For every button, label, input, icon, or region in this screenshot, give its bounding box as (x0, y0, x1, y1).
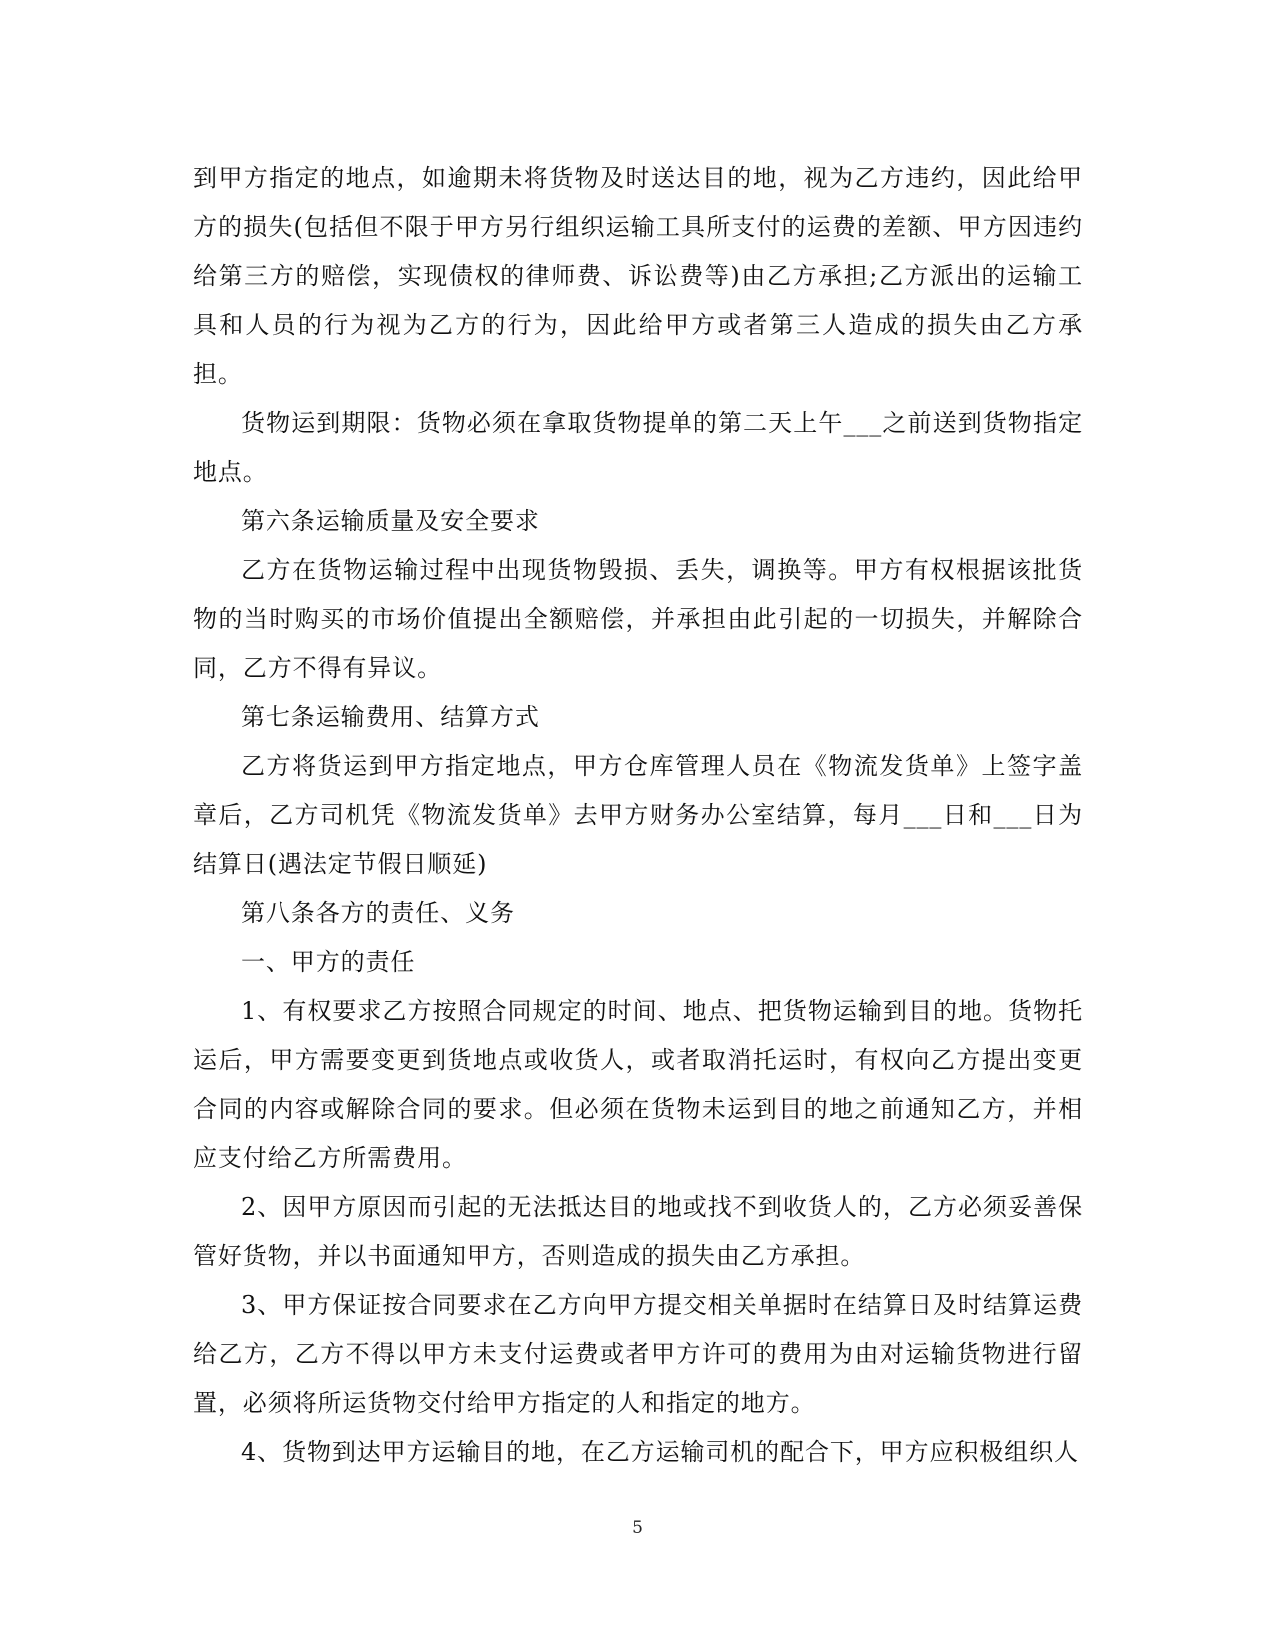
paragraph-2: 货物运到期限：货物必须在拿取货物提单的第二天上午___之前送到货物指定地点。 (193, 409, 1083, 486)
section-heading-6: 第六条运输质量及安全要求 (241, 507, 540, 535)
section-heading-7: 第七条运输费用、结算方式 (241, 703, 540, 731)
clause-1: 1、有权要求乙方按照合同规定的时间、地点、把货物运输到目的地。货物托运后，甲方需要变更到货地点或收货人，或者取消托运时，有权向乙方提出变更合同的内容或解除合同的要求。但必须在货物未运到目的地之前通知乙方，并相应支付给乙方所需费用。 (193, 997, 1083, 1172)
section-heading-8: 第八条各方的责任、义务 (241, 899, 515, 927)
paragraph-6: 乙方将货运到甲方指定地点，甲方仓库管理人员在《物流发货单》上签字盖章后，乙方司机凭《物流发货单》去甲方财务办公室结算，每月___日和___日为结算日(遇法定节假日顺延) (193, 752, 1083, 878)
clause-3: 3、甲方保证按合同要求在乙方向甲方提交相关单据时在结算日及时结算运费给乙方，乙方不得以甲方未支付运费或者甲方许可的费用为由对运输货物进行留置，必须将所运货物交付给甲方指定的人和指定的地方。 (193, 1291, 1083, 1417)
document-body (193, 154, 1083, 1477)
clause-4: 4、货物到达甲方运输目的地，在乙方运输司机的配合下，甲方应积极组织人 (241, 1438, 1079, 1466)
clause-2: 2、因甲方原因而引起的无法抵达目的地或找不到收货人的，乙方必须妥善保管好货物，并以书面通知甲方，否则造成的损失由乙方承担。 (193, 1193, 1083, 1270)
subsection-heading-party-a: 一、甲方的责任 (241, 948, 416, 976)
page-number: 5 (632, 1518, 643, 1538)
paragraph-4: 乙方在货物运输过程中出现货物毁损、丢失，调换等。甲方有权根据该批货物的当时购买的市场价值提出全额赔偿，并承担由此引起的一切损失，并解除合同，乙方不得有异议。 (193, 556, 1083, 682)
paragraph-1: 到甲方指定的地点，如逾期未将货物及时送达目的地，视为乙方违约，因此给甲方的损失(包括但不限于甲方另行组织运输工具所支付的运费的差额、甲方因违约给第三方的赔偿，实现债权的律师费、诉讼费等)由乙方承担;乙方派出的运输工具和人员的行为视为乙方的行为，因此给甲方或者第三人造成的损失由乙方承担。 (193, 164, 1083, 388)
